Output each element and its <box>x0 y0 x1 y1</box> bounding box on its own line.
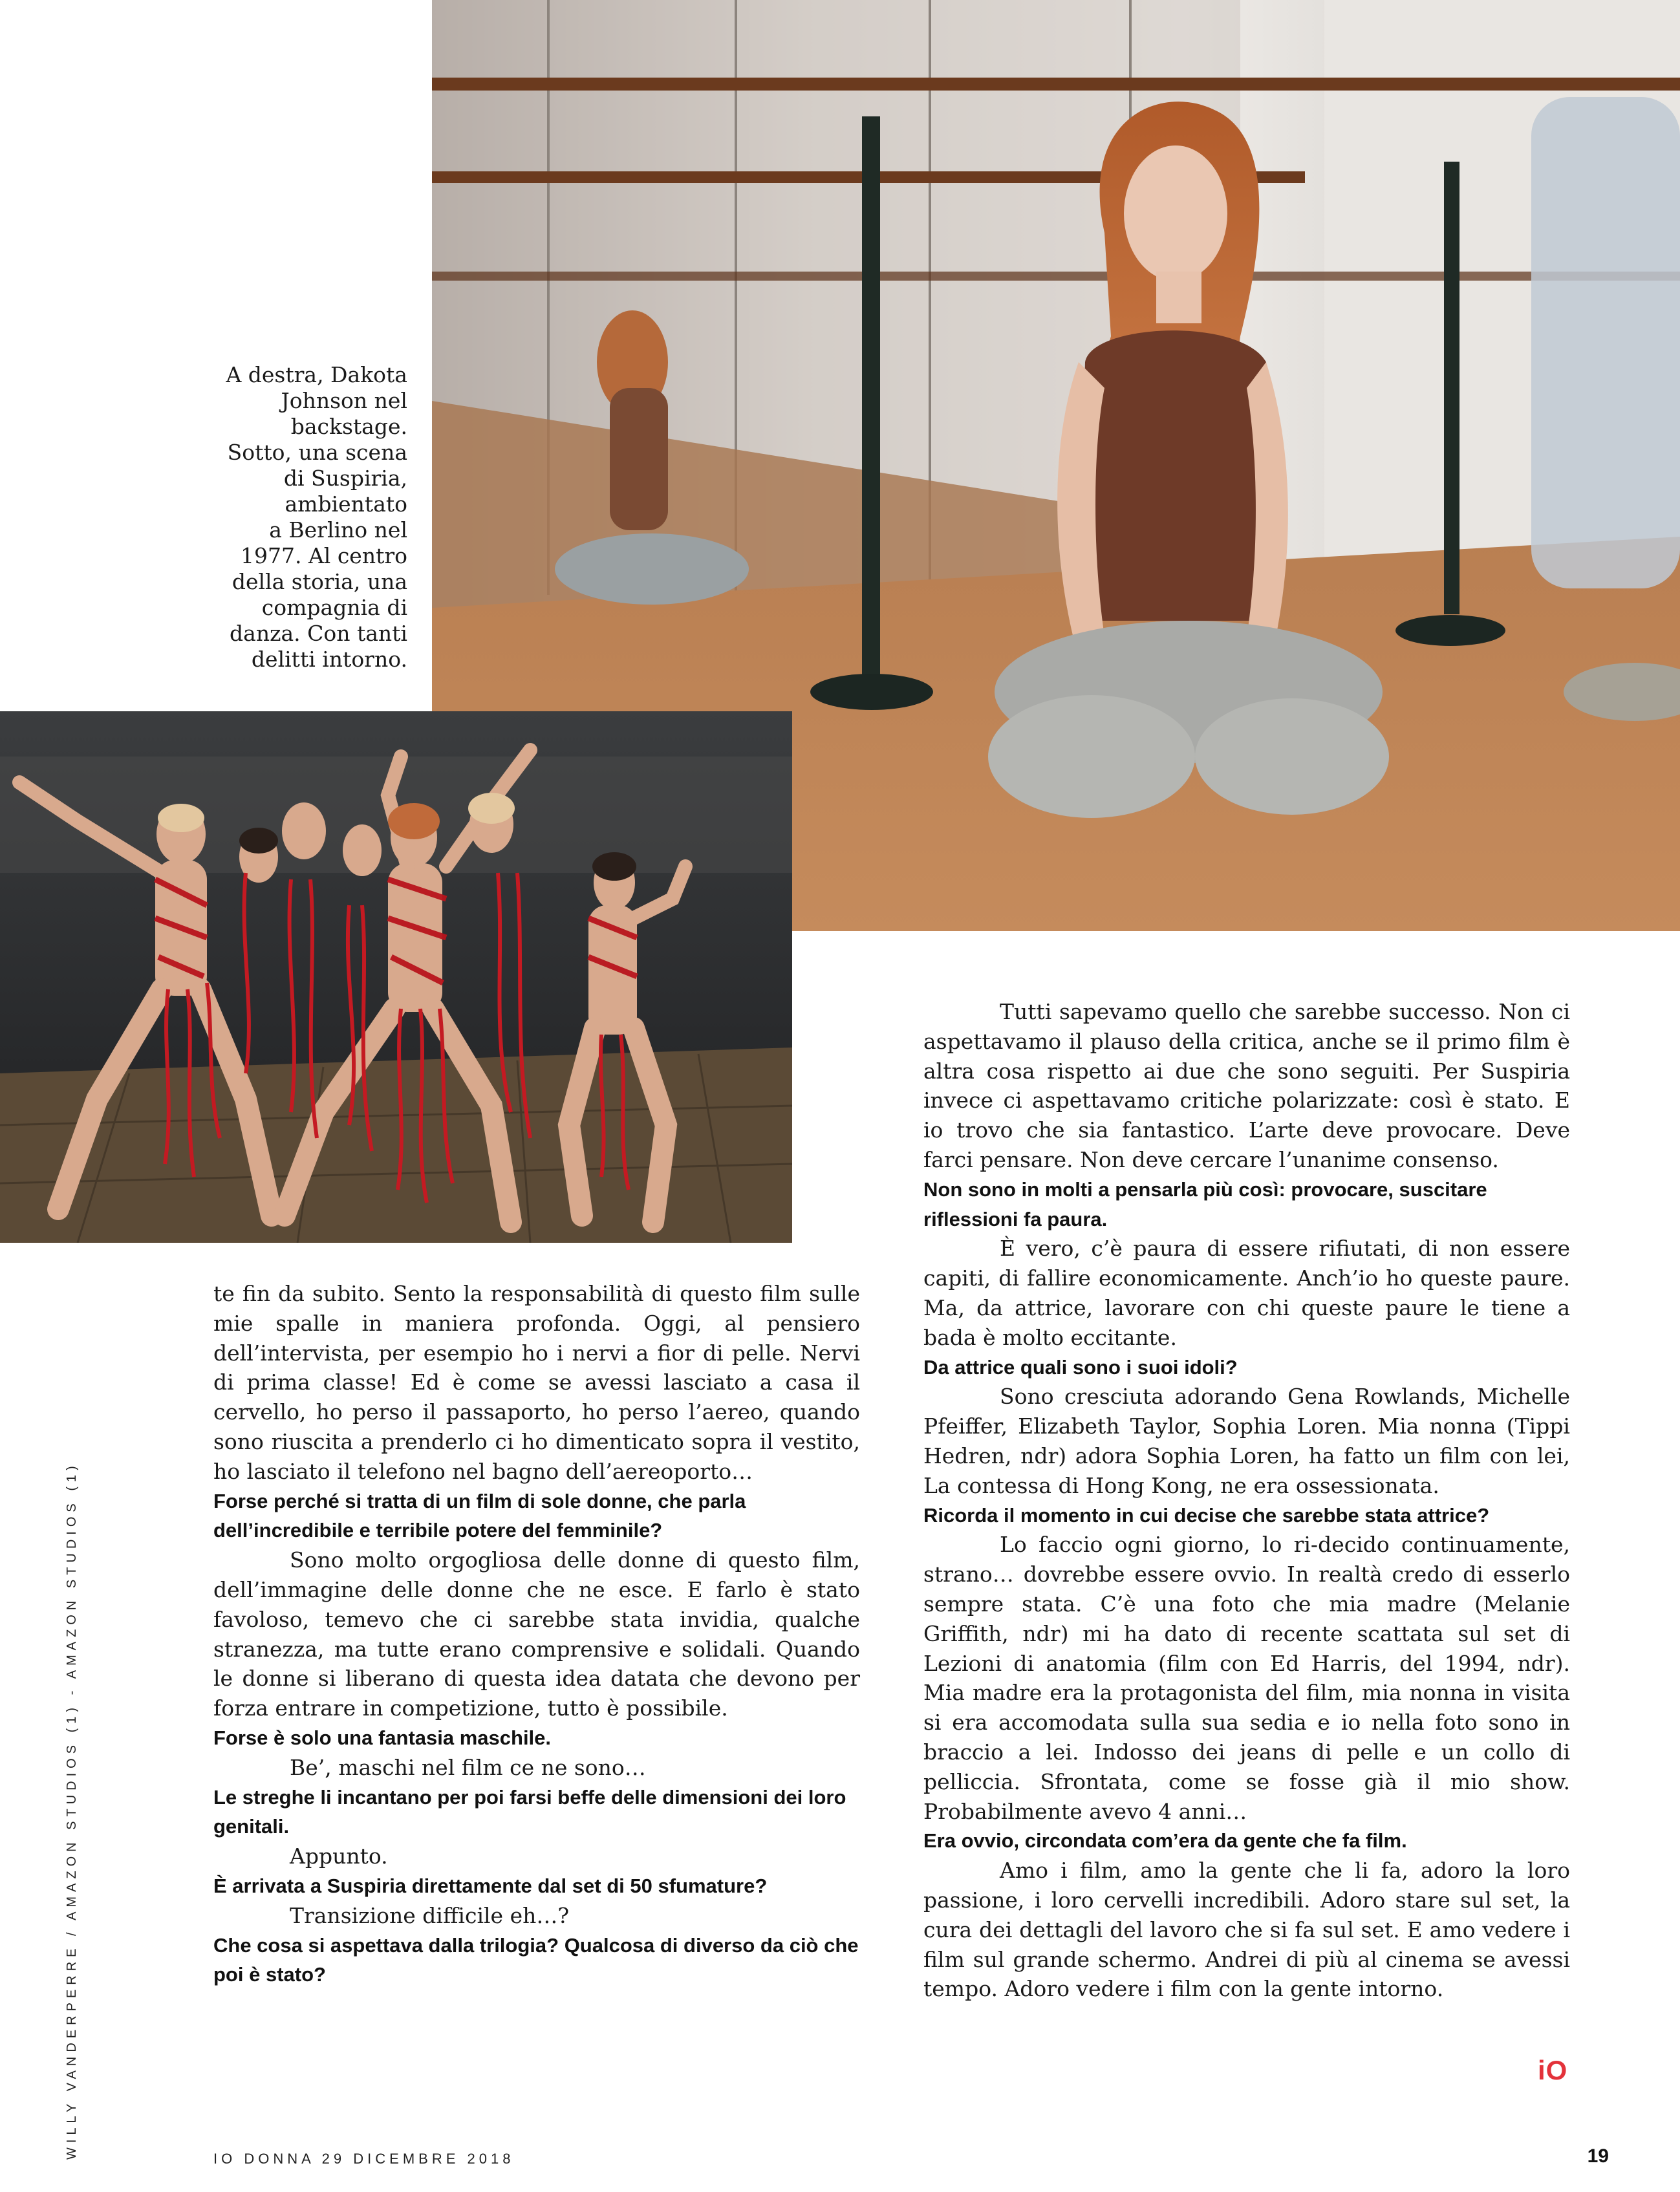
io-logo: iO <box>1538 2055 1568 2085</box>
photo-caption <box>194 362 407 672</box>
article-right-column <box>923 997 1570 2004</box>
interview-question: È arrivata a Suspiria direttamente dal set di 50 sfumature? <box>213 1874 768 1897</box>
article-left-column <box>213 1279 860 1990</box>
caption-line: 1977. Al centro <box>240 543 407 568</box>
interview-question: Da attrice quali sono i suoi idoli? <box>923 1355 1238 1379</box>
caption-line: Johnson nel <box>281 388 407 413</box>
caption-line: backstage. <box>290 414 407 439</box>
caption-line: danza. Con tanti <box>230 621 407 646</box>
footer-magazine-date: IO DONNA 29 DICEMBRE 2018 <box>213 2151 515 2167</box>
caption-line: compagnia di <box>261 595 407 620</box>
caption-line: A destra, Dakota <box>226 362 407 387</box>
interview-answer: Sono cresciuta adorando Gena Rowlands, Michelle Pfeiffer, Elizabeth Taylor, Sophia Loren. Mia nonna (Tippi Hedren, ndr) adora Sophia Loren, ha fatto un film con lei, La contessa di Hong Kong, ne era ossessionata. <box>923 1384 1570 1498</box>
interview-answer: Lo faccio ogni giorno, lo ri-decido continuamente, strano… dovrebbe essere ovvio. In realtà credo di esserlo sempre stata. C’è una foto che mia madre (Melanie Griffith, ndr) mi ha dato di recente scattata sul set di Lezioni di anatomia (film con Ed Harris, del 1994, ndr). Mia madre era la protagonista del film, mia nonna in visita si era accomodata sulla sua sedia e io nella foto sono in braccio a lei. Indosso dei jeans di pelle e un collo di pelliccia. Sfrontata, come se fosse già il mio show. Probabilmente avevo 4 anni… <box>923 1532 1570 1824</box>
suspiria-dance-scene-photo <box>0 711 792 1243</box>
page-number: 19 <box>1587 2145 1609 2167</box>
interview-answer: È vero, c’è paura di essere rifiutati, di non essere capiti, di fallire economicamente. Anch’io ho queste paure. Ma, da attrice, lavorare con chi queste paure le tiene a bada è molto eccitante. <box>923 1236 1570 1350</box>
photo-credit: WILLY VANDERPERRE / AMAZON STUDIOS (1) - AMAZON STUDIOS (1) <box>65 1461 79 2160</box>
interview-question: Forse perché si tratta di un film di sole donne, che parla dell’incredibile e terribile potere del femminile? <box>213 1489 746 1542</box>
interview-answer: Amo i film, amo la gente che li fa, adoro la loro passione, i loro cervelli incredibili. Adoro stare sul set, la cura dei dettagli del lavoro che si fa sul set. E amo vedere i film sul grande schermo. Andrei di più al cinema se avessi tempo. Adoro vedere i film con la gente intorno. <box>923 1858 1570 2002</box>
caption-line: della storia, una <box>232 569 407 594</box>
caption-line: ambientato <box>285 491 407 517</box>
body-paragraph: te fin da subito. Sento la responsabilità di questo film sulle mie spalle in maniera profonda. Oggi, al pensiero dell’intervista, per esempio ho i nervi a fior di pelle. Nervi di prima classe! Ed è come se avessi lasciato a casa il cervello, ho perso il passaporto, ho perso l’aereo, quando sono riuscita a prenderlo ci ho dimenticato sopra il vestito, ho lasciato il telefono nel bagno dell’aereoporto… <box>213 1281 860 1484</box>
caption-line: Sotto, una scena <box>227 440 407 465</box>
interview-question: Le streghe li incantano per poi farsi beffe delle dimensioni dei loro genitali. <box>213 1785 846 1838</box>
interview-answer: Sono molto orgogliosa delle donne di questo film, dell’immagine delle donne che ne esce. E farlo è stato favoloso, temevo che ci sarebbe stata invidia, qualche stranezza, ma tutte erano comprensive e solidali. Quando le donne si liberano di questa idea datata che devono per forza entrare in competizione, tutto è possibile. <box>213 1547 860 1721</box>
interview-question: Non sono in molti a pensarla più così: provocare, suscitare riflessioni fa paura. <box>923 1177 1487 1230</box>
interview-question: Ricorda il momento in cui decise che sarebbe stata attrice? <box>923 1503 1490 1527</box>
interview-question: Era ovvio, circondata com’era da gente che fa film. <box>923 1829 1407 1853</box>
interview-answer: Tutti sapevamo quello che sarebbe successo. Non ci aspettavamo il plauso della critica, anche se il primo film è altra cosa rispetto ai due che sono seguiti. Per Suspiria invece ci aspettavamo critiche polarizzate: così è stato. E io trovo che sia fantastico. L’arte deve provocare. Deve farci pensare. Non deve cercare l’unanime consenso. <box>923 999 1570 1172</box>
interview-question: Che cosa si aspettava dalla trilogia? Qualcosa di diverso da ciò che poi è stato? <box>213 1933 859 1986</box>
caption-line: di Suspiria, <box>283 466 407 491</box>
interview-answer: Transizione difficile eh…? <box>290 1902 570 1928</box>
interview-answer: Appunto. <box>290 1843 388 1869</box>
interview-question: Forse è solo una fantasia maschile. <box>213 1726 552 1749</box>
interview-answer: Be’, maschi nel film ce ne sono… <box>290 1754 646 1780</box>
caption-line: a Berlino nel <box>269 517 407 543</box>
caption-line: delitti intorno. <box>251 647 407 672</box>
